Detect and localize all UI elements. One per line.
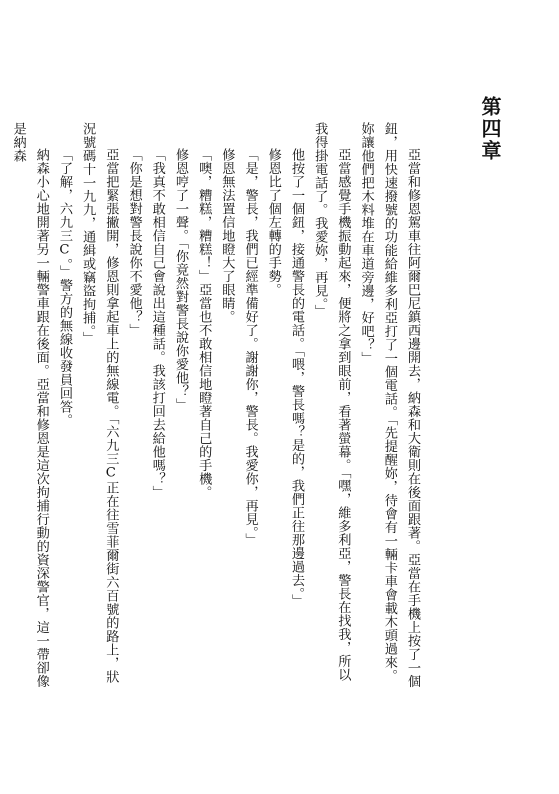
paragraph: 修恩比了個左轉的手勢。	[265, 148, 281, 297]
paragraph: 「是，警長，我們已經準備好了。謝謝你，警長。我愛你，再見。」	[242, 148, 258, 547]
paragraph: 納森小心地開著另一輛警車跟在後面。亞當和修恩是這次拘捕行動的資深警官，這一帶卻像是納森	[10, 122, 49, 689]
chapter-title: 第四章	[478, 96, 502, 162]
paragraph: 亞當把緊張撇開，修恩則拿起車上的無線電。「六九三C正在往雪菲爾街六百號的路上，狀況號碼十一九九，通緝或竊盜拘捕。」	[80, 122, 119, 684]
paragraph: 修恩無法置信地瞪大了眼睛。	[219, 148, 235, 324]
paragraph: 「你是想對警長說你不愛他？」	[126, 148, 142, 338]
paragraph: 「我真不敢相信自己會說出這種話。我該打回去給他嗎？」	[149, 148, 165, 500]
paragraph: 亞當和修恩駕車往阿爾巴尼鎮西邊開去，納森和大衛則在後面跟著。亞當在手機上按了一個鈕，用快速撥號的功能給維多利亞打了一個電話。「先提醒妳，待會有一輛卡車會載木頭過來。妳讓他們把木料堆在車道旁邊，好吧？」	[358, 122, 420, 689]
paragraph: 修恩哼了一聲。「你竟然對警長說你愛他？」	[172, 148, 188, 412]
paragraph: 「噢，糟糕，糟糕！」亞當也不敢相信地瞪著自己的手機。	[196, 148, 212, 500]
paragraph: 他按了一個鈕，接通警長的電話。「喂，警長嗎？是的，我們正往那邊過去。」	[288, 148, 304, 608]
paragraph: 亞當感覺手機振動起來，便將之拿到眼前，看著螢幕。「嘿，維多利亞，警長在找我，所以我得掛電話了。我愛妳，再見。」	[312, 122, 351, 682]
body-text	[10, 122, 424, 694]
paragraph: 「了解，六九三C。」警方的無線收發員回答。	[56, 148, 72, 428]
